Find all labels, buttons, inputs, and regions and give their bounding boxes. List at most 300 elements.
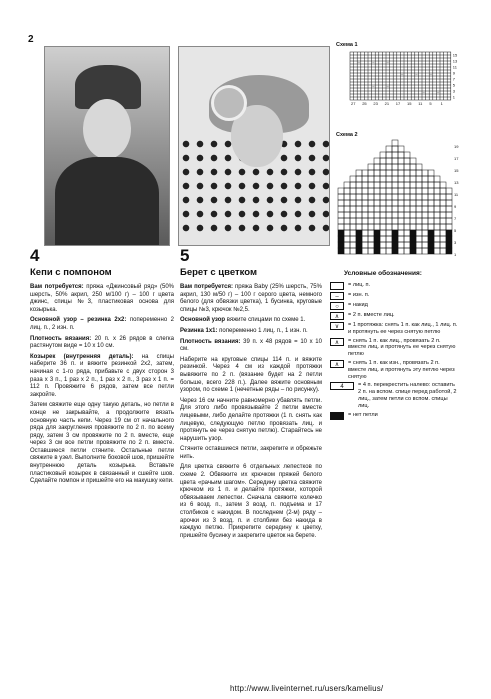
chart-cell <box>362 236 368 242</box>
photo-beret-model <box>178 46 330 246</box>
legend-item <box>330 382 458 409</box>
chart-cell <box>386 158 392 164</box>
chart-cell <box>440 194 446 200</box>
chart-cell <box>380 242 386 248</box>
paragraph: Через 16 см начните равномерно убавлять петли. Для этого либо провязывайте 2 петли вместе лицевыми, либо делайте протяжки (1 п. снять как лицевую, следующую петлю провязать лиц. и протянуть ее через снятую петлю). Старайтесь не нарушить узор. <box>180 397 322 442</box>
chart-cell <box>350 182 356 188</box>
chart-cell <box>410 164 416 170</box>
chart-cell <box>344 230 350 236</box>
chart-cell <box>356 230 362 236</box>
chart-cell <box>338 200 344 206</box>
legend-symbol <box>330 282 344 290</box>
chart-cell <box>356 248 362 254</box>
chart-cell <box>416 200 422 206</box>
chart-cell <box>362 224 368 230</box>
chart-cell <box>440 188 446 194</box>
chart-cell <box>380 194 386 200</box>
chart-cell <box>410 170 416 176</box>
chart-cell <box>398 218 404 224</box>
chart-cell <box>374 194 380 200</box>
chart-cell <box>404 218 410 224</box>
chart-cell <box>350 206 356 212</box>
chart-cell <box>368 176 374 182</box>
chart-cell <box>344 242 350 248</box>
chart-cell <box>392 248 398 254</box>
chart-cell <box>410 188 416 194</box>
chart-cell <box>428 182 434 188</box>
chart-cell <box>374 242 380 248</box>
chart-cell <box>350 242 356 248</box>
chart-cell <box>416 242 422 248</box>
paragraph: Резинка 1х1: попеременно 1 лиц. п., 1 изн. п. <box>180 327 308 334</box>
chart-cell <box>344 236 350 242</box>
chart-cell <box>368 218 374 224</box>
chart-cell <box>422 242 428 248</box>
chart-cell <box>380 152 386 158</box>
chart-cell <box>398 230 404 236</box>
chart-cell <box>446 230 452 236</box>
chart-cell <box>362 248 368 254</box>
chart-cell <box>392 230 398 236</box>
chart-cell <box>404 230 410 236</box>
paragraph: Вам потребуется: пряжа «Джинсовый ряд» (50% шерсть, 50% акрил, 250 м/100 г) – 100 г цвета джинс, спицы №3, пластиковая основа для козырька. <box>30 284 174 313</box>
column-number: 5 <box>429 101 432 106</box>
chart-cell <box>398 152 404 158</box>
legend-text: = снять 1 п. как изн., провязать 2 п. вместе лиц. и протянуть эту петлю через снятую <box>348 359 455 380</box>
chart-cell <box>434 212 440 218</box>
chart-cell <box>440 200 446 206</box>
legend-text: = 4 п. перекрестить налево: оставить 2 п. на вспом. спице перед работой, 2 лиц., затем петли со вспом. спицы лиц. <box>358 382 457 409</box>
chart-cell <box>368 170 374 176</box>
chart-cell <box>404 152 410 158</box>
chart-cell <box>374 224 380 230</box>
chart-cell <box>446 248 452 254</box>
row-number: 11 <box>452 64 457 70</box>
scheme2-chart <box>330 138 468 258</box>
column-number: 15 <box>407 101 412 106</box>
chart-cell <box>344 212 350 218</box>
row-number: 13 <box>452 58 458 64</box>
chart-cell <box>440 182 446 188</box>
article-body <box>30 284 174 489</box>
chart-cell <box>362 188 368 194</box>
chart-cell <box>392 152 398 158</box>
chart-cell <box>422 170 428 176</box>
stitch-mark: – <box>429 71 433 77</box>
row-number: 7 <box>452 76 456 82</box>
chart-cell <box>398 236 404 242</box>
chart-cell <box>338 230 344 236</box>
stitch-mark: – <box>372 59 375 65</box>
scheme1-label: Схема 1 <box>336 42 358 48</box>
chart-cell <box>350 248 356 254</box>
chart-cell <box>416 176 422 182</box>
chart-cell <box>428 170 434 176</box>
chart-cell <box>380 164 386 170</box>
article-title: Кепи с помпоном <box>30 267 112 278</box>
chart-cell <box>392 182 398 188</box>
chart-cell <box>368 212 374 218</box>
article-body <box>180 284 322 543</box>
legend-symbol: ∧ <box>330 338 344 346</box>
chart-cell <box>386 242 392 248</box>
chart-cell <box>410 182 416 188</box>
chart-cell <box>350 188 356 194</box>
legend-symbol: – <box>330 292 344 300</box>
chart-cell <box>356 236 362 242</box>
chart-cell <box>416 182 422 188</box>
column-number: 25 <box>362 101 367 106</box>
row-number: 5 <box>452 82 456 88</box>
chart-cell <box>338 194 344 200</box>
chart-cell <box>410 206 416 212</box>
legend-item <box>330 338 458 358</box>
chart-cell <box>374 206 380 212</box>
chart-cell <box>416 194 422 200</box>
chart-cell <box>356 170 362 176</box>
chart-cell <box>446 236 452 242</box>
chart-cell <box>380 230 386 236</box>
row-number: 1 <box>454 252 457 257</box>
chart-cell <box>356 218 362 224</box>
legend-text: = накид <box>348 302 368 308</box>
paragraph: Плотность вязания: 20 п. х 26 рядов в слегка растянутом виде = 10 х 10 см. <box>30 335 174 350</box>
paragraph: Козырек (внутренняя деталь): на спицы наберите 36 п. и вяжите резинкой 2х2, затем, начиная с 1-го ряда, прибавьте с двух сторон 3 раза х 3 п., 1 раз х 2 п., 1 раз х 2 п., 3 раз х 1 п. = 112 п. Провяжите 6 рядов, затем все петли закройте. <box>30 353 174 398</box>
legend-text: = снять 1 п. как лиц., провязать 2 п. вместе лиц. и протянуть ее через снятую петлю <box>348 337 456 358</box>
chart-cell <box>380 170 386 176</box>
chart-cell <box>410 176 416 182</box>
chart-cell <box>380 206 386 212</box>
chart-cell <box>386 230 392 236</box>
paragraph: Наберите на круговые спицы 114 п. и вяжите резинкой. Через 4 см из каждой протяжки вывяжите по 2 п. (вязание будет на 2 петли больше, всего 228 п.). Далее вяжите основным узором, по схеме 1 (нечетные ряды – по рисунку). <box>180 356 322 394</box>
chart-cell <box>410 200 416 206</box>
chart-cell <box>362 200 368 206</box>
chart-cell <box>446 194 452 200</box>
chart-cell <box>434 236 440 242</box>
chart-cell <box>434 230 440 236</box>
chart-cell <box>350 218 356 224</box>
chart-cell <box>446 242 452 248</box>
chart-cell <box>344 218 350 224</box>
chart-cell <box>446 224 452 230</box>
chart-cell <box>440 242 446 248</box>
chart-cell <box>434 200 440 206</box>
legend-symbol-filled <box>330 412 344 420</box>
chart-cell <box>398 212 404 218</box>
chart-cell <box>386 200 392 206</box>
chart-cell <box>428 176 434 182</box>
chart-cell <box>392 194 398 200</box>
chart-cell <box>398 206 404 212</box>
stitch-mark: – <box>372 83 375 89</box>
chart-cell <box>356 182 362 188</box>
chart-cell <box>386 182 392 188</box>
chart-cell <box>410 236 416 242</box>
chart-cell <box>416 170 422 176</box>
row-number: 15 <box>454 168 459 173</box>
chart-cell <box>356 188 362 194</box>
chart-cell <box>440 248 446 254</box>
legend-list <box>330 282 458 422</box>
chart-cell <box>344 200 350 206</box>
chart-cell <box>398 194 404 200</box>
chart-cell <box>404 170 410 176</box>
row-number: 13 <box>454 180 459 185</box>
paragraph: Вам потребуется: пряжа Baby (25% шерсть, 75% акрил, 130 м/50 г) – 100 г серого цвета, немного белого (для обвязки цветка), 1 бусинка, круговые спицы №3, крючок №2,5. <box>180 284 322 313</box>
legend-symbol: ∨ <box>330 322 344 330</box>
legend-item <box>330 322 458 336</box>
chart-cell <box>446 188 452 194</box>
chart-cell <box>386 212 392 218</box>
chart-cell <box>374 164 380 170</box>
chart-cell <box>422 224 428 230</box>
stitch-mark: – <box>357 59 361 65</box>
chart-cell <box>446 218 452 224</box>
chart-cell <box>428 242 434 248</box>
chart-cell <box>368 230 374 236</box>
chart-cell <box>368 164 374 170</box>
chart-cell <box>362 242 368 248</box>
chart-cell <box>410 230 416 236</box>
chart-cell <box>380 212 386 218</box>
chart-cell <box>416 212 422 218</box>
chart-cell <box>422 212 428 218</box>
chart-cell <box>428 206 434 212</box>
column-number: 27 <box>351 101 356 106</box>
chart-cell <box>344 248 350 254</box>
column-number: 23 <box>373 101 378 106</box>
chart-cell <box>398 170 404 176</box>
chart-cell <box>392 200 398 206</box>
chart-cell <box>446 200 452 206</box>
chart-cell <box>422 236 428 242</box>
chart-cell <box>374 188 380 194</box>
chart-cell <box>434 224 440 230</box>
column-number: 21 <box>384 101 390 106</box>
chart-cell <box>380 188 386 194</box>
chart-cell <box>428 218 434 224</box>
chart-cell <box>404 188 410 194</box>
chart-cell <box>344 188 350 194</box>
chart-cell <box>398 146 404 152</box>
chart-cell <box>416 218 422 224</box>
stitch-mark: – <box>415 71 418 77</box>
chart-cell <box>368 242 374 248</box>
chart-cell <box>386 194 392 200</box>
chart-cell <box>422 230 428 236</box>
chart-cell <box>368 224 374 230</box>
chart-cell <box>446 206 452 212</box>
chart-cell <box>422 248 428 254</box>
scheme1-chart <box>346 50 464 108</box>
chart-cell <box>404 158 410 164</box>
chart-cell <box>416 164 422 170</box>
column-number: 17 <box>395 101 401 106</box>
chart-cell <box>434 194 440 200</box>
chart-cell <box>374 218 380 224</box>
chart-cell <box>386 218 392 224</box>
chart-cell <box>428 188 434 194</box>
chart-cell <box>338 248 344 254</box>
chart-cell <box>356 212 362 218</box>
row-number: 3 <box>454 240 457 245</box>
chart-cell <box>398 158 404 164</box>
section-number: 5 <box>180 246 190 265</box>
chart-cell <box>416 188 422 194</box>
chart-cell <box>434 206 440 212</box>
photo-cap-model <box>44 46 170 246</box>
chart-cell <box>356 176 362 182</box>
chart-cell <box>440 206 446 212</box>
chart-cell <box>392 242 398 248</box>
chart-cell <box>422 194 428 200</box>
chart-cell <box>368 182 374 188</box>
chart-cell <box>350 230 356 236</box>
chart-cell <box>422 200 428 206</box>
chart-cell <box>404 182 410 188</box>
chart-cell <box>374 248 380 254</box>
chart-cell <box>392 170 398 176</box>
chart-cell <box>410 194 416 200</box>
chart-cell <box>440 212 446 218</box>
stitch-mark: – <box>386 59 389 65</box>
legend-title: Условные обозначения: <box>344 270 422 277</box>
column-number: 11 <box>418 101 423 106</box>
paragraph: Основной узор – резинка 2х2: попеременно 2 лиц. п., 2 изн. п. <box>30 317 174 331</box>
chart-cell <box>404 224 410 230</box>
row-number: 15 <box>452 52 458 58</box>
row-number: 3 <box>452 88 456 94</box>
chart-cell <box>428 224 434 230</box>
legend-text: = 1 протяжка: снять 1 п. как лиц., 1 лиц. п. и протянуть ее через снятую петлю <box>348 322 458 335</box>
paragraph: Для цветка свяжите 6 отдельных лепестков по схеме 2. Обвяжите их крючком пряжей белого цвета «рачьим шагом». Середину цветка свяжите крючком из 1 п. и делайте протяжки, которой обвязываем лепестки. Сначала свяжите колечко из 6 возд. п., затем 3 возд. п. подъема и 17 столбиков с накидом. В последнем (2-м) ряду – арочки из 3 возд. п. и столбики без накида в каждую петлю. Прикрепите середину к цветку, пришейте бусинку и закрепите цветок на берете. <box>180 464 322 539</box>
chart-cell <box>386 188 392 194</box>
section-number: 4 <box>30 246 40 265</box>
row-number: 1 <box>452 94 456 100</box>
chart-cell <box>392 224 398 230</box>
legend-symbol: ○ <box>330 302 344 310</box>
row-number: 7 <box>454 216 457 221</box>
legend-item <box>330 360 458 380</box>
page-number: 2 <box>28 34 34 45</box>
chart-cell <box>398 242 404 248</box>
chart-cell <box>416 206 422 212</box>
chart-cell <box>434 242 440 248</box>
row-number: 19 <box>454 144 459 149</box>
chart-cell <box>392 176 398 182</box>
chart-cell <box>392 206 398 212</box>
stitch-mark: – <box>437 89 440 95</box>
chart-cell <box>404 164 410 170</box>
chart-cell <box>338 218 344 224</box>
chart-cell <box>410 248 416 254</box>
chart-cell <box>338 224 344 230</box>
chart-cell <box>362 230 368 236</box>
chart-cell <box>368 200 374 206</box>
chart-cell <box>380 182 386 188</box>
chart-cell <box>356 224 362 230</box>
chart-cell <box>422 188 428 194</box>
chart-cell <box>386 206 392 212</box>
chart-cell <box>404 176 410 182</box>
chart-cell <box>392 158 398 164</box>
chart-cell <box>440 218 446 224</box>
chart-cell <box>422 206 428 212</box>
chart-cell <box>374 170 380 176</box>
chart-cell <box>380 248 386 254</box>
chart-cell <box>404 242 410 248</box>
chart-cell <box>410 242 416 248</box>
chart-cell <box>434 176 440 182</box>
row-number: 9 <box>452 70 456 76</box>
chart-cell <box>350 176 356 182</box>
column-number: 1 <box>440 101 443 106</box>
legend-item <box>330 312 458 320</box>
chart-cell <box>368 188 374 194</box>
chart-cell <box>428 248 434 254</box>
chart-cell <box>380 158 386 164</box>
chart-cell <box>428 194 434 200</box>
chart-cell <box>380 236 386 242</box>
chart-cell <box>416 230 422 236</box>
chart-cell <box>374 236 380 242</box>
legend-text: = изн. п. <box>348 292 370 298</box>
row-number: 11 <box>454 192 459 197</box>
chart-cell <box>404 212 410 218</box>
chart-cell <box>362 182 368 188</box>
chart-cell <box>428 236 434 242</box>
chart-cell <box>428 200 434 206</box>
chart-cell <box>368 206 374 212</box>
chart-cell <box>416 248 422 254</box>
legend-item <box>330 302 458 310</box>
legend-item <box>330 412 458 420</box>
chart-cell <box>404 236 410 242</box>
paragraph: Основной узор вяжите спицами по схеме 1. <box>180 317 306 324</box>
chart-cell <box>398 176 404 182</box>
chart-cell <box>362 170 368 176</box>
chart-cell <box>404 206 410 212</box>
chart-cell <box>356 242 362 248</box>
chart-cell <box>434 218 440 224</box>
chart-cell <box>344 224 350 230</box>
scheme2-label: Схема 2 <box>336 132 358 138</box>
chart-cell <box>386 176 392 182</box>
legend-text: = нет петли <box>348 411 378 418</box>
chart-cell <box>392 164 398 170</box>
chart-cell <box>350 224 356 230</box>
chart-cell <box>398 164 404 170</box>
chart-cell <box>386 164 392 170</box>
chart-cell <box>368 236 374 242</box>
chart-cell <box>392 188 398 194</box>
chart-cell <box>392 140 398 146</box>
chart-cell <box>422 182 428 188</box>
chart-cell <box>398 200 404 206</box>
chart-cell <box>434 188 440 194</box>
chart-cell <box>350 200 356 206</box>
chart-cell <box>350 212 356 218</box>
chart-cell <box>404 194 410 200</box>
chart-cell <box>440 236 446 242</box>
chart-cell <box>440 230 446 236</box>
chart-cell <box>392 218 398 224</box>
chart-cell <box>410 224 416 230</box>
chart-cell <box>398 248 404 254</box>
chart-cell <box>398 224 404 230</box>
legend-item <box>330 292 458 300</box>
legend-text: = 2 п. вместе лиц. <box>348 312 395 318</box>
